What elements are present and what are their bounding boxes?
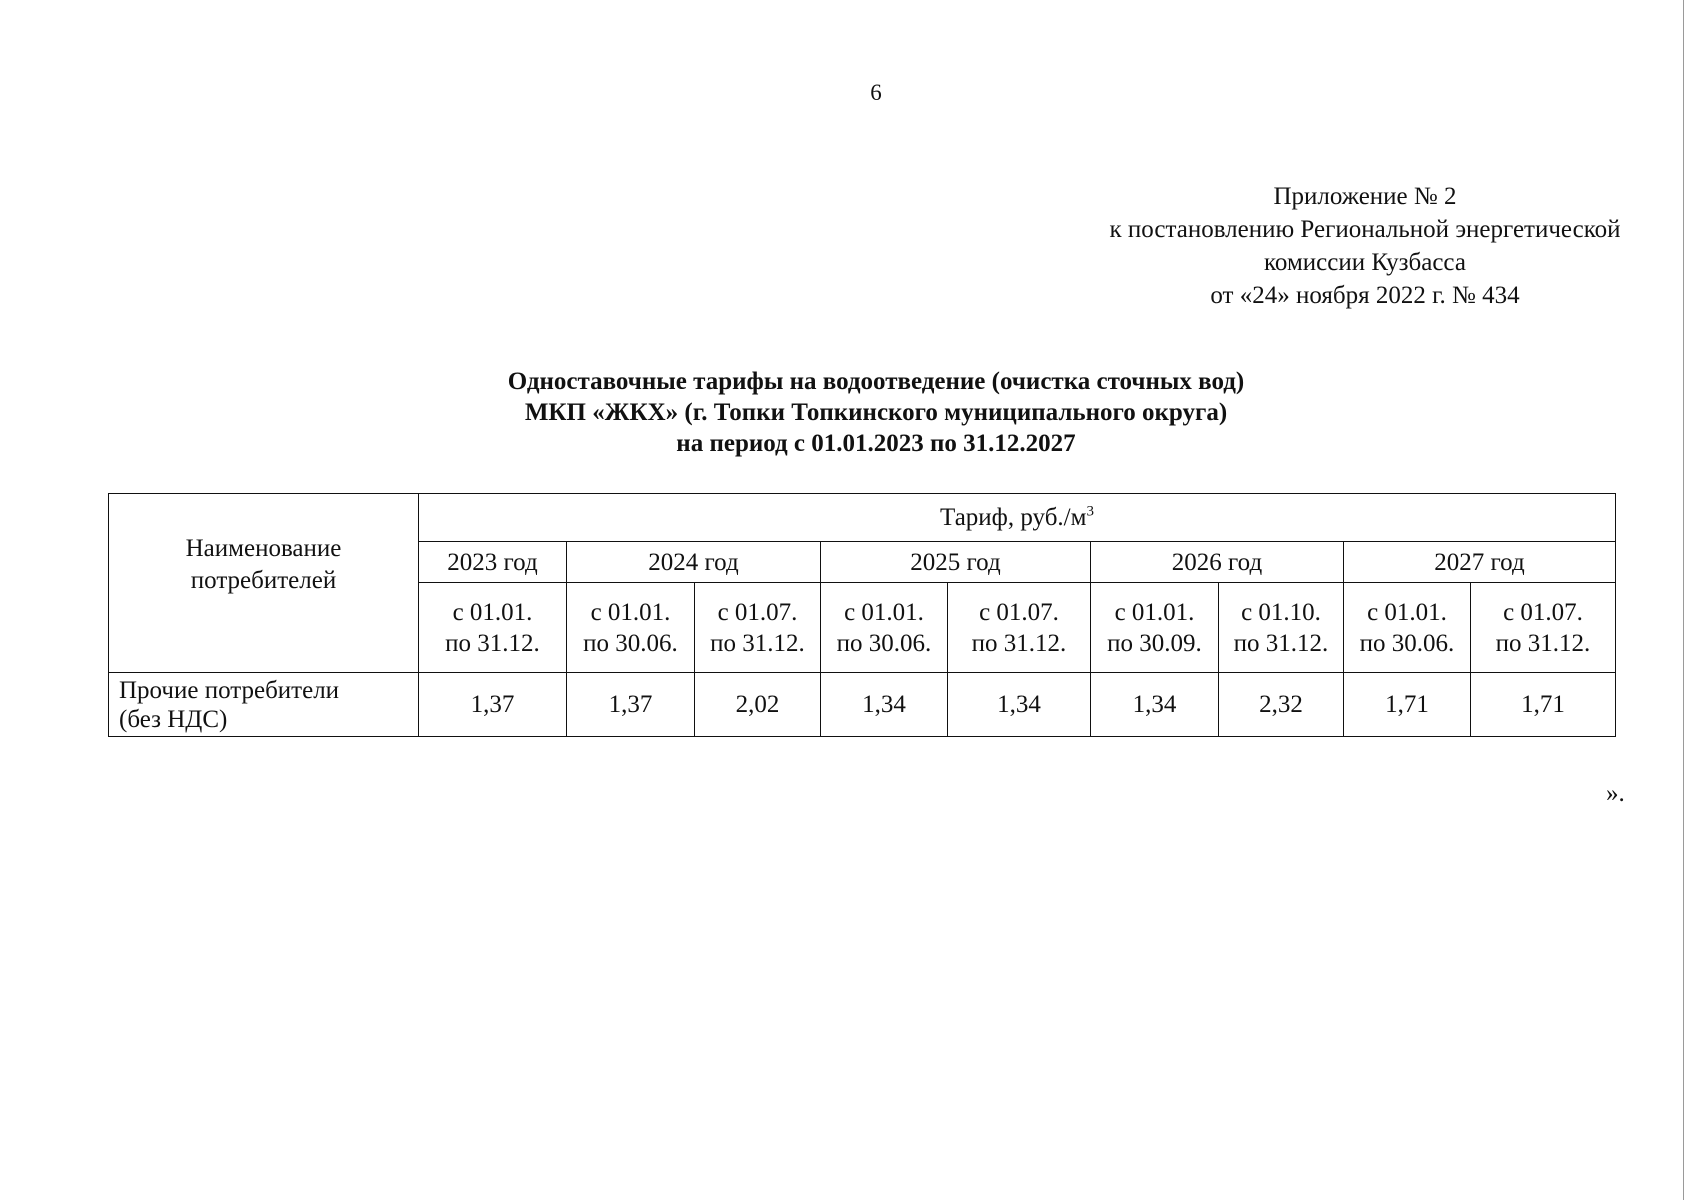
tariff-value-cell: 1,71: [1344, 673, 1471, 737]
tariff-value-cell: 2,32: [1219, 673, 1344, 737]
title-line: МКП «ЖКХ» (г. Топки Топкинского муниципального округа): [524, 399, 1228, 426]
period-from: с 01.01.: [1367, 598, 1447, 626]
consumer-name-line: (без НДС): [119, 705, 228, 733]
consumer-header-line: Наименование: [185, 535, 342, 562]
tariff-table: [108, 493, 1616, 737]
appendix-line: от «24» ноября 2022 г. № 434: [1210, 282, 1520, 309]
period-header-cell: [821, 583, 948, 673]
period-header-cell: [1219, 583, 1344, 673]
tariff-unit-superscript: 3: [1086, 503, 1094, 520]
period-header-cell: [567, 583, 695, 673]
year-header-cell: 2024 год: [567, 542, 821, 583]
tariff-value-cell: 1,34: [821, 673, 948, 737]
period-to: по 31.12.: [1233, 629, 1329, 657]
period-to: по 30.09.: [1107, 629, 1202, 657]
title-line: Одноставочные тарифы на водоотведение (очистка сточных вод): [507, 368, 1245, 395]
tariff-value-cell: 1,37: [419, 673, 567, 737]
tariff-value-cell: 1,34: [948, 673, 1091, 737]
year-header-cell: 2027 год: [1344, 542, 1616, 583]
period-from: с 01.01.: [590, 598, 671, 626]
period-header-cell: [419, 583, 567, 673]
period-to: по 31.12.: [710, 629, 805, 657]
period-to: по 31.12.: [445, 629, 540, 657]
period-from: с 01.07.: [1503, 598, 1583, 626]
period-from: с 01.01.: [1114, 598, 1195, 626]
period-header-cell: [1091, 583, 1219, 673]
consumer-name-cell: [109, 673, 419, 737]
tariff-header-cell: [419, 494, 1616, 542]
table-row: [109, 673, 1616, 737]
consumer-name-line: Прочие потребители: [119, 676, 340, 704]
document-title: [300, 366, 1452, 459]
period-to: по 31.12.: [1495, 629, 1591, 657]
tariff-header-label: Тариф, руб./м: [940, 504, 1087, 531]
title-line: на период с 01.01.2023 по 31.12.2027: [676, 430, 1076, 457]
tariff-value-cell: 2,02: [695, 673, 821, 737]
year-header-cell: 2026 год: [1091, 542, 1344, 583]
period-from: с 01.01.: [844, 598, 924, 626]
appendix-line: комиссии Кузбасса: [1264, 249, 1466, 276]
table-header-row: [109, 494, 1616, 542]
period-header-cell: [1344, 583, 1471, 673]
tariff-value-cell: 1,71: [1471, 673, 1616, 737]
appendix-line: к постановлению Региональной энергетической: [1109, 216, 1621, 243]
period-to: по 30.06.: [836, 629, 932, 657]
period-to: по 30.06.: [1359, 629, 1455, 657]
consumer-header-line: потребителей: [190, 567, 337, 594]
year-header-cell: 2023 год: [419, 542, 567, 583]
year-header-cell: 2025 год: [821, 542, 1091, 583]
period-from: с 01.10.: [1241, 598, 1321, 626]
period-from: с 01.07.: [979, 598, 1059, 626]
period-to: по 30.06.: [583, 629, 678, 657]
period-from: с 01.01.: [452, 598, 533, 626]
appendix-line: Приложение № 2: [1273, 183, 1457, 210]
tariff-value-cell: 1,37: [567, 673, 695, 737]
closing-quote: ».: [1606, 780, 1625, 807]
period-from: с 01.07.: [717, 598, 798, 626]
period-to: по 31.12.: [971, 629, 1067, 657]
period-header-cell: [1471, 583, 1616, 673]
consumer-column-header: [109, 494, 419, 673]
period-header-cell: [695, 583, 821, 673]
appendix-header: [1040, 180, 1688, 312]
page-number: 6: [870, 80, 882, 105]
tariff-value-cell: 1,34: [1091, 673, 1219, 737]
period-header-cell: [948, 583, 1091, 673]
